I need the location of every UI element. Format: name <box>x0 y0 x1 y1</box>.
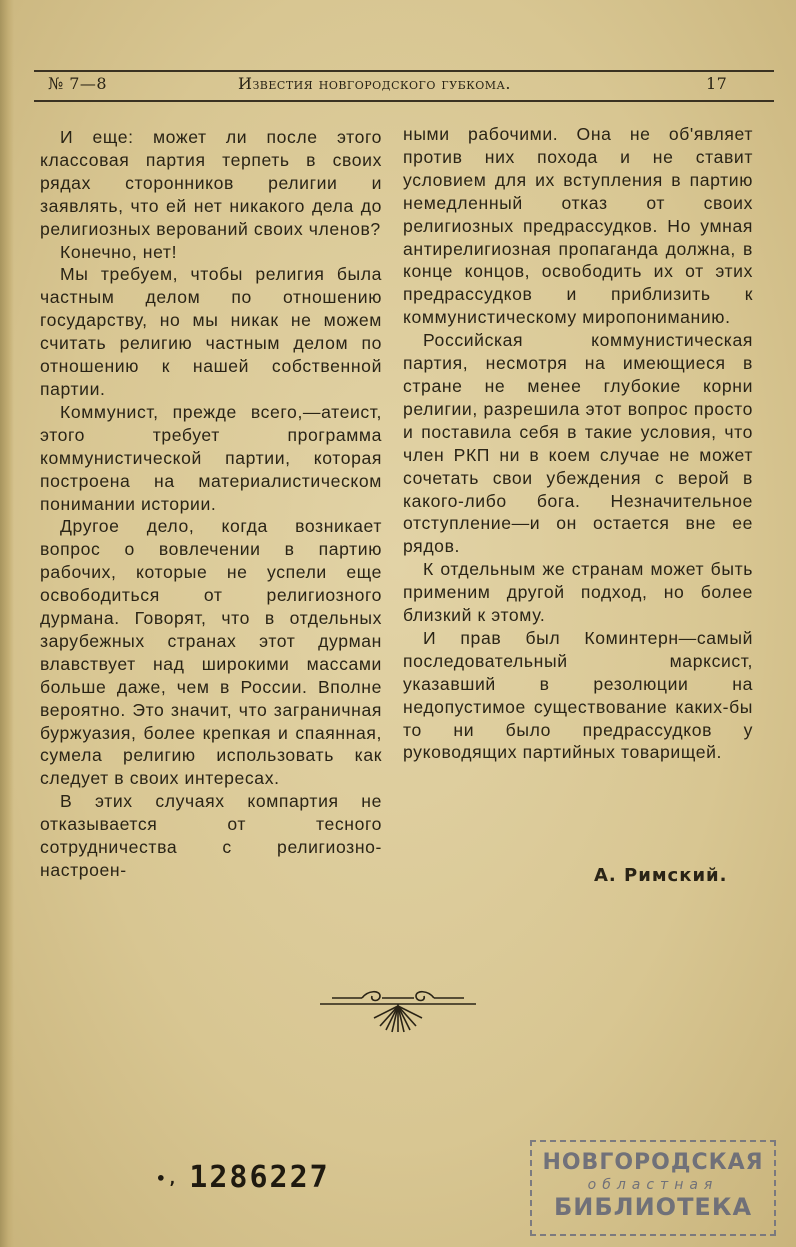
journal-title: Известия новгородского губкома. <box>238 74 511 93</box>
inventory-number-text: 1286227 <box>189 1160 330 1195</box>
left-column <box>40 126 382 882</box>
library-stamp <box>530 1140 776 1236</box>
page-number: 17 <box>706 74 728 93</box>
paragraph: Конечно, нет! <box>60 241 178 262</box>
paragraph: Другое дело, когда возникает вопрос о вовлечении в партию рабочих, которые не успели еще освободиться от религиозного дурмана. Говорят, что в отдельных зарубежных странах этот дурман влавствует над широкими массами больше даже, чем в России. Вполне вероятно. Это значит, что заграничная буржуазия, более крепкая и спаянная, сумела религию использовать как следует в своих интересах. <box>40 516 382 789</box>
decorative-divider-icon <box>318 982 478 1042</box>
paragraph: В этих случаях компартия не отказывается от тесного сотрудничества с религиозно-настроен- <box>40 791 382 880</box>
right-column <box>403 123 753 764</box>
paragraph: И прав был Коминтерн—самый последовательный марксист, указавший в резолюции на недопустимое существование каких-бы то ни было предрассудков у руководящих партийных товарищей. <box>403 627 753 763</box>
author-signature: А. Римский. <box>594 865 728 886</box>
stamp-line: областная <box>587 1177 719 1193</box>
paragraph: Российская коммунистическая партия, несмотря на имеющиеся в стране не менее глубокие корни религии, разрешила этот вопрос просто и поставила себя в такие условия, что член РКП ни в коем случае не может сочетать свои убеждения с верой в какого-либо бога. Незначительное отступление—и он остается вне ее рядов. <box>403 330 753 557</box>
page-binding-edge <box>0 0 14 1247</box>
running-header <box>34 66 774 102</box>
paragraph: И еще: может ли после этого классовая партия терпеть в своих рядах сторонников религии и заявлять, что ей нет никакого дела до религиозных верований своих членов? <box>40 127 382 239</box>
paragraph: Коммунист, прежде всего,—атеист, этого требует программа коммунистической партии, которая построена на материалистическом понимании истории. <box>40 401 382 514</box>
inventory-mark-icon: •, <box>156 1169 180 1188</box>
issue-number: № 7—8 <box>48 74 108 93</box>
paragraph: ными рабочими. Она не об'являет против них похода и не ставит условием для их вступления в партию немедленный отказ от своих религиозных предрассудков. Но умная антирелигиозная пропаганда должна, в конце концов, освободить их от этих предрассудков и приблизить к коммунистическому миропониманию. <box>403 124 753 328</box>
paragraph: Мы требуем, чтобы религия была частным делом по отношению государству, но мы никак не можем считать религию частным делом по отношению к нашей собственной партии. <box>40 264 382 399</box>
inventory-number <box>156 1160 330 1195</box>
stamp-line: БИБЛИОТЕКА <box>553 1193 753 1221</box>
stamp-line: НОВГОРОДСКАЯ <box>542 1150 764 1175</box>
header-rule <box>34 70 774 72</box>
paragraph: К отдельным же странам может быть применим другой подход, но более близкий к этому. <box>403 559 753 626</box>
